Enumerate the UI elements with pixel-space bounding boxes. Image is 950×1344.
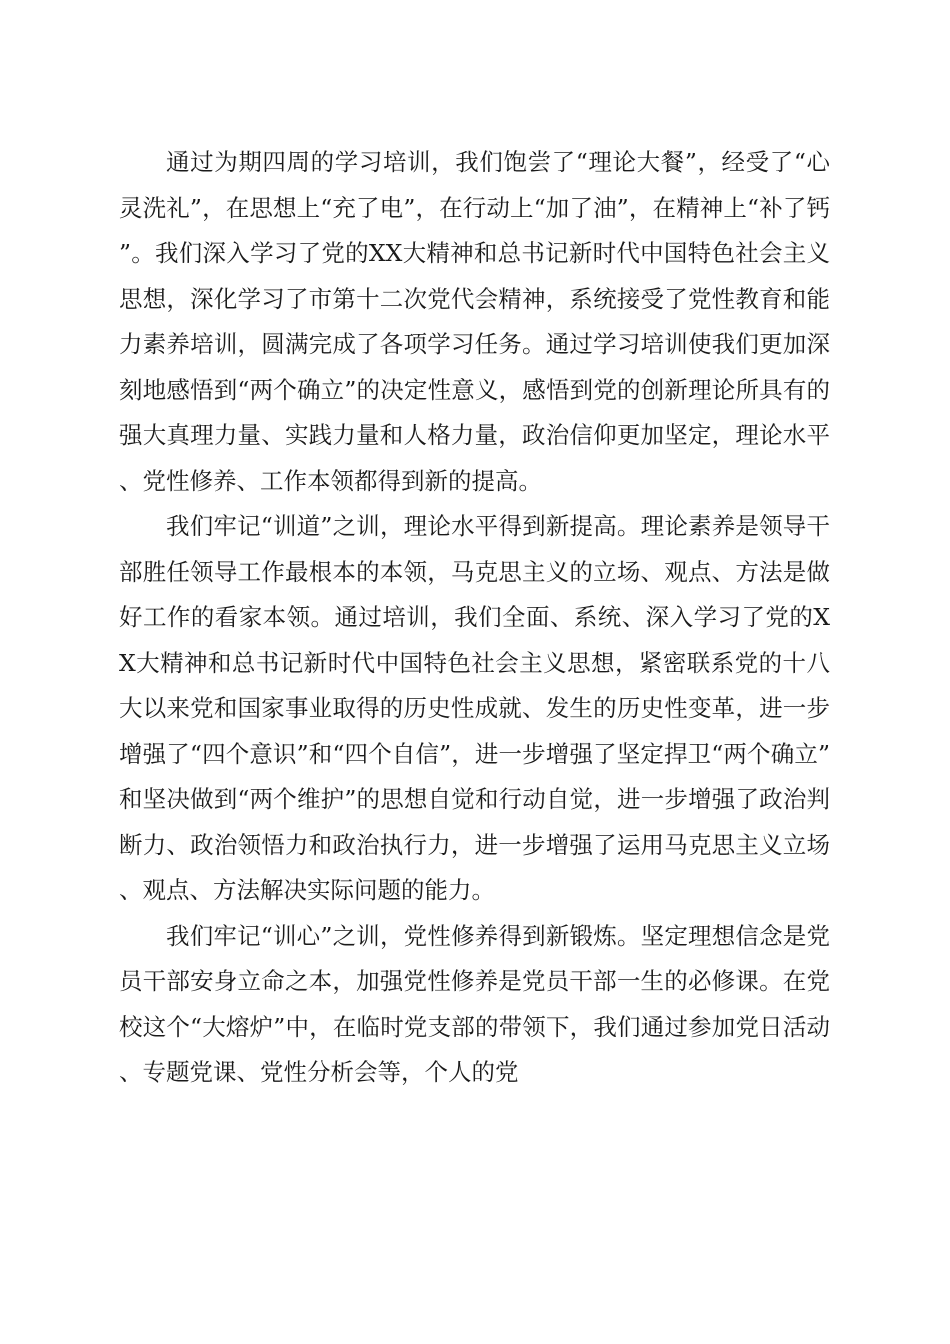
paragraph-party-spirit: 我们牢记“训心”之训，党性修养得到新锻炼。坚定理想信念是党员干部安身立命之本，加强党性修养是党员干部一生的必修课。在党校这个“大熔炉”中，在临时党支部的带领下，我们通过参加党日活动、专题党课、党性分析会等，个人的党 xyxy=(119,921,830,1086)
paragraph-overview: 通过为期四周的学习培训，我们饱尝了“理论大餐”，经受了“心灵洗礼”，在思想上“充了电”，在行动上“加了油”，在精神上“补了钙”。我们深入学习了党的XX大精神和总书记新时代中国特色社会主义思想，深化学习了市第十二次党代会精神，系统接受了党性教育和能力素养培训，圆满完成了各项学习任务。通过学习培训使我们更加深刻地感悟到“两个确立”的决定性意义，感悟到党的创新理论所具有的强大真理力量、实践力量和人格力量，政治信仰更加坚定，理论水平、党性修养、工作本领都得到新的提高。 xyxy=(119,148,830,495)
document-body xyxy=(119,140,830,1096)
paragraph-theory: 我们牢记“训道”之训，理论水平得到新提高。理论素养是领导干部胜任领导工作最根本的本领，马克思主义的立场、观点、方法是做好工作的看家本领。通过培训，我们全面、系统、深入学习了党的XX大精神和总书记新时代中国特色社会主义思想，紧密联系党的十八大以来党和国家事业取得的历史性成就、发生的历史性变革，进一步增强了“四个意识”和“四个自信”，进一步增强了坚定捍卫“两个确立”和坚决做到“两个维护”的思想自觉和行动自觉，进一步增强了政治判断力、政治领悟力和政治执行力，进一步增强了运用马克思主义立场、观点、方法解决实际问题的能力。 xyxy=(119,512,830,904)
